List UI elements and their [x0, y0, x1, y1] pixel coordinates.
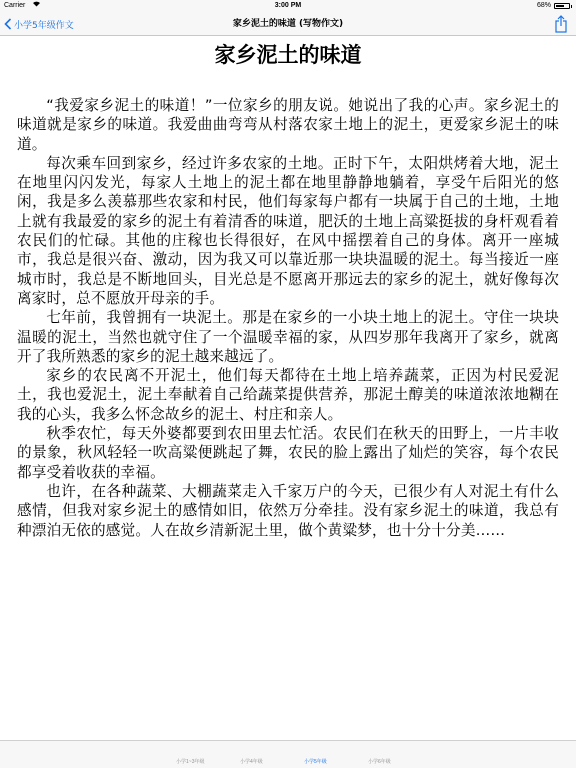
paragraph-5: 秋季农忙，每天外婆都要到农田里去忙活。农民们在秋天的田野上，一片丰收的景象，秋风轻轻一吹高粱便跳起了舞，农民的脸上露出了灿烂的笑容，每个农民都享受着收获的幸福。: [17, 425, 559, 481]
tab-grade-6[interactable]: 小学6年级: [368, 759, 391, 765]
paragraph-2: 每次乘车回到家乡，经过许多农家的土地。正时下午，太阳烘烤着大地，泥土在地里闪闪发光，每家人土地上的泥土都在地里静静地躺着，享受午后阳光的悠闲，我是多么羡慕那些农家和村民，他们每家每户都有一块属于自己的土地，土地上就有我最爱的家乡的泥土有着清香的味道，肥沃的土地上高粱挺拔的身杆观看着农民们的忙碌。其他的庄稼也长得很好，在风中摇摆着自己的身体。离开一座城市，我总是很兴奋、激动，因为我又可以靠近那一块块温暖的泥土。每当接近一座城市时，我总是不断地回头，目光总是不愿离开那远去的家乡的泥土，就好像每次离家时，总不愿放开母亲的手。: [17, 154, 559, 307]
nav-title: 家乡泥土的味道 (写物作文): [232, 19, 344, 29]
tab-grade-1-3[interactable]: 小学1~3年级: [176, 759, 205, 765]
paragraph-1: “我爱家乡泥土的味道！”一位家乡的朋友说。她说出了我的心声。家乡泥土的味道就是家乡的味道。我爱曲曲弯弯从村落农家土地上的泥土，更爱家乡泥土的味道。: [17, 97, 559, 153]
article-title: 家乡泥土的味道: [214, 43, 362, 67]
battery-indicator: [537, 0, 572, 12]
share-icon[interactable]: [554, 15, 568, 33]
paragraph-4: 家乡的农民离不开泥土，他们每天都待在土地上培养蔬菜，正因为村民爱泥土，我也爱泥土，泥土奉献着自己给蔬菜提供营养，那泥土醇美的味道浓浓地糊在我的心头，我多么怀念故乡的泥土、村庄和亲人。: [17, 367, 559, 423]
navigation-bar: [0, 12, 576, 36]
article-body: [17, 96, 559, 540]
back-button-label: 小学5年级作文: [14, 20, 74, 31]
status-bar: [0, 0, 576, 12]
carrier-label: Carrier: [4, 2, 26, 9]
battery-percent: 68%: [536, 2, 551, 9]
tab-bar: [0, 740, 576, 768]
tab-grade-4[interactable]: 小学4年级: [240, 759, 263, 765]
paragraph-3: 七年前，我曾拥有一块泥土。那是在家乡的一小块土地上的泥土。守住一块块温暖的泥土，当然也就守住了一个温暖幸福的家，从四岁那年我离开了家乡，就离开了我所熟悉的家乡的泥土越来越远了。: [17, 309, 559, 365]
tab-grade-5[interactable]: 小学5年级: [304, 759, 327, 765]
paragraph-6: 也许，在各种蔬菜、大棚蔬菜走入千家万户的今天，已很少有人对泥土有什么感情，但我对家乡泥土的感情如旧，依然万分牵挂。没有家乡泥土的味道，我总有种漂泊无依的感觉。人在故乡清新泥土里，做个黄粱梦，也十分十分美……: [17, 482, 559, 539]
article-content: [17, 36, 559, 540]
battery-icon: [554, 3, 570, 9]
status-time: 3:00 PM: [274, 2, 302, 9]
